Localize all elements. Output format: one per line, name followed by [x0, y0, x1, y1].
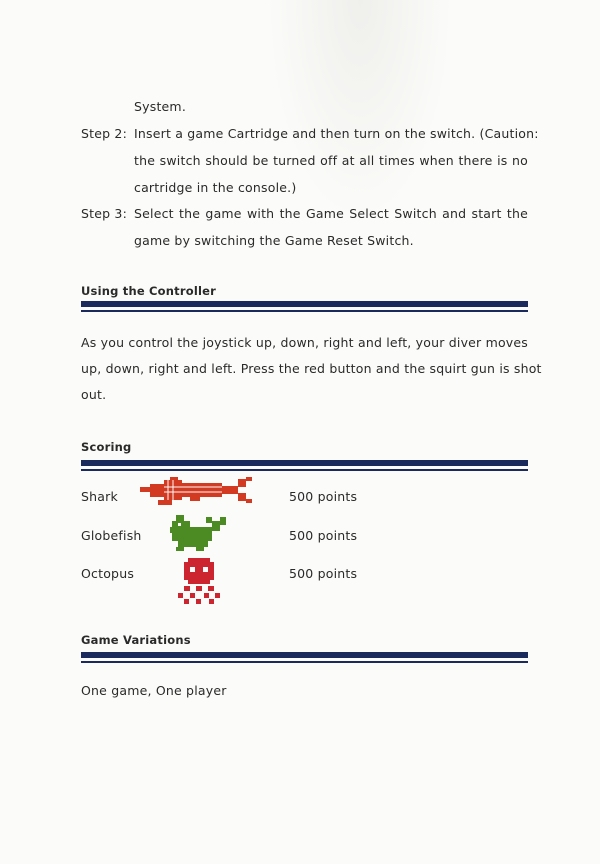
- scoring-rule-thin: [81, 469, 528, 471]
- variations-heading: Game Variations: [81, 633, 191, 647]
- step1-continuation: System.: [134, 99, 186, 114]
- step3-line1: Select the game with the Game Select Switch and start the: [134, 206, 528, 221]
- variations-text: One game, One player: [81, 683, 227, 698]
- scoring-heading: Scoring: [81, 440, 132, 454]
- controller-line1: As you control the joystick up, down, right and left, your diver moves: [81, 335, 528, 350]
- step2-line1: Insert a game Cartridge and then turn on the switch. (Caution:: [134, 126, 539, 141]
- shark-label: Shark: [81, 489, 118, 504]
- globefish-points: 500 points: [289, 528, 358, 543]
- step2-line2: the switch should be turned off at all times when there is no: [134, 153, 528, 168]
- octopus-label: Octopus: [81, 566, 135, 581]
- shark-icon: [140, 477, 260, 511]
- controller-rule-thick: [81, 301, 528, 307]
- octopus-icon: [176, 558, 224, 606]
- shark-points: 500 points: [289, 489, 358, 504]
- step3-label: Step 3:: [81, 206, 127, 221]
- globefish-label: Globefish: [81, 528, 142, 543]
- step2-line3: cartridge in the console.): [134, 180, 297, 195]
- scoring-rule-thick: [81, 460, 528, 466]
- controller-line2: up, down, right and left. Press the red button and the squirt gun is shot: [81, 361, 542, 376]
- globefish-icon: [170, 515, 230, 551]
- step2-label: Step 2:: [81, 126, 127, 141]
- controller-rule-thin: [81, 310, 528, 312]
- controller-heading: Using the Controller: [81, 284, 216, 298]
- step3-line2: game by switching the Game Reset Switch.: [134, 233, 414, 248]
- variations-rule-thin: [81, 661, 528, 663]
- controller-line3: out.: [81, 387, 107, 402]
- variations-rule-thick: [81, 652, 528, 658]
- octopus-points: 500 points: [289, 566, 358, 581]
